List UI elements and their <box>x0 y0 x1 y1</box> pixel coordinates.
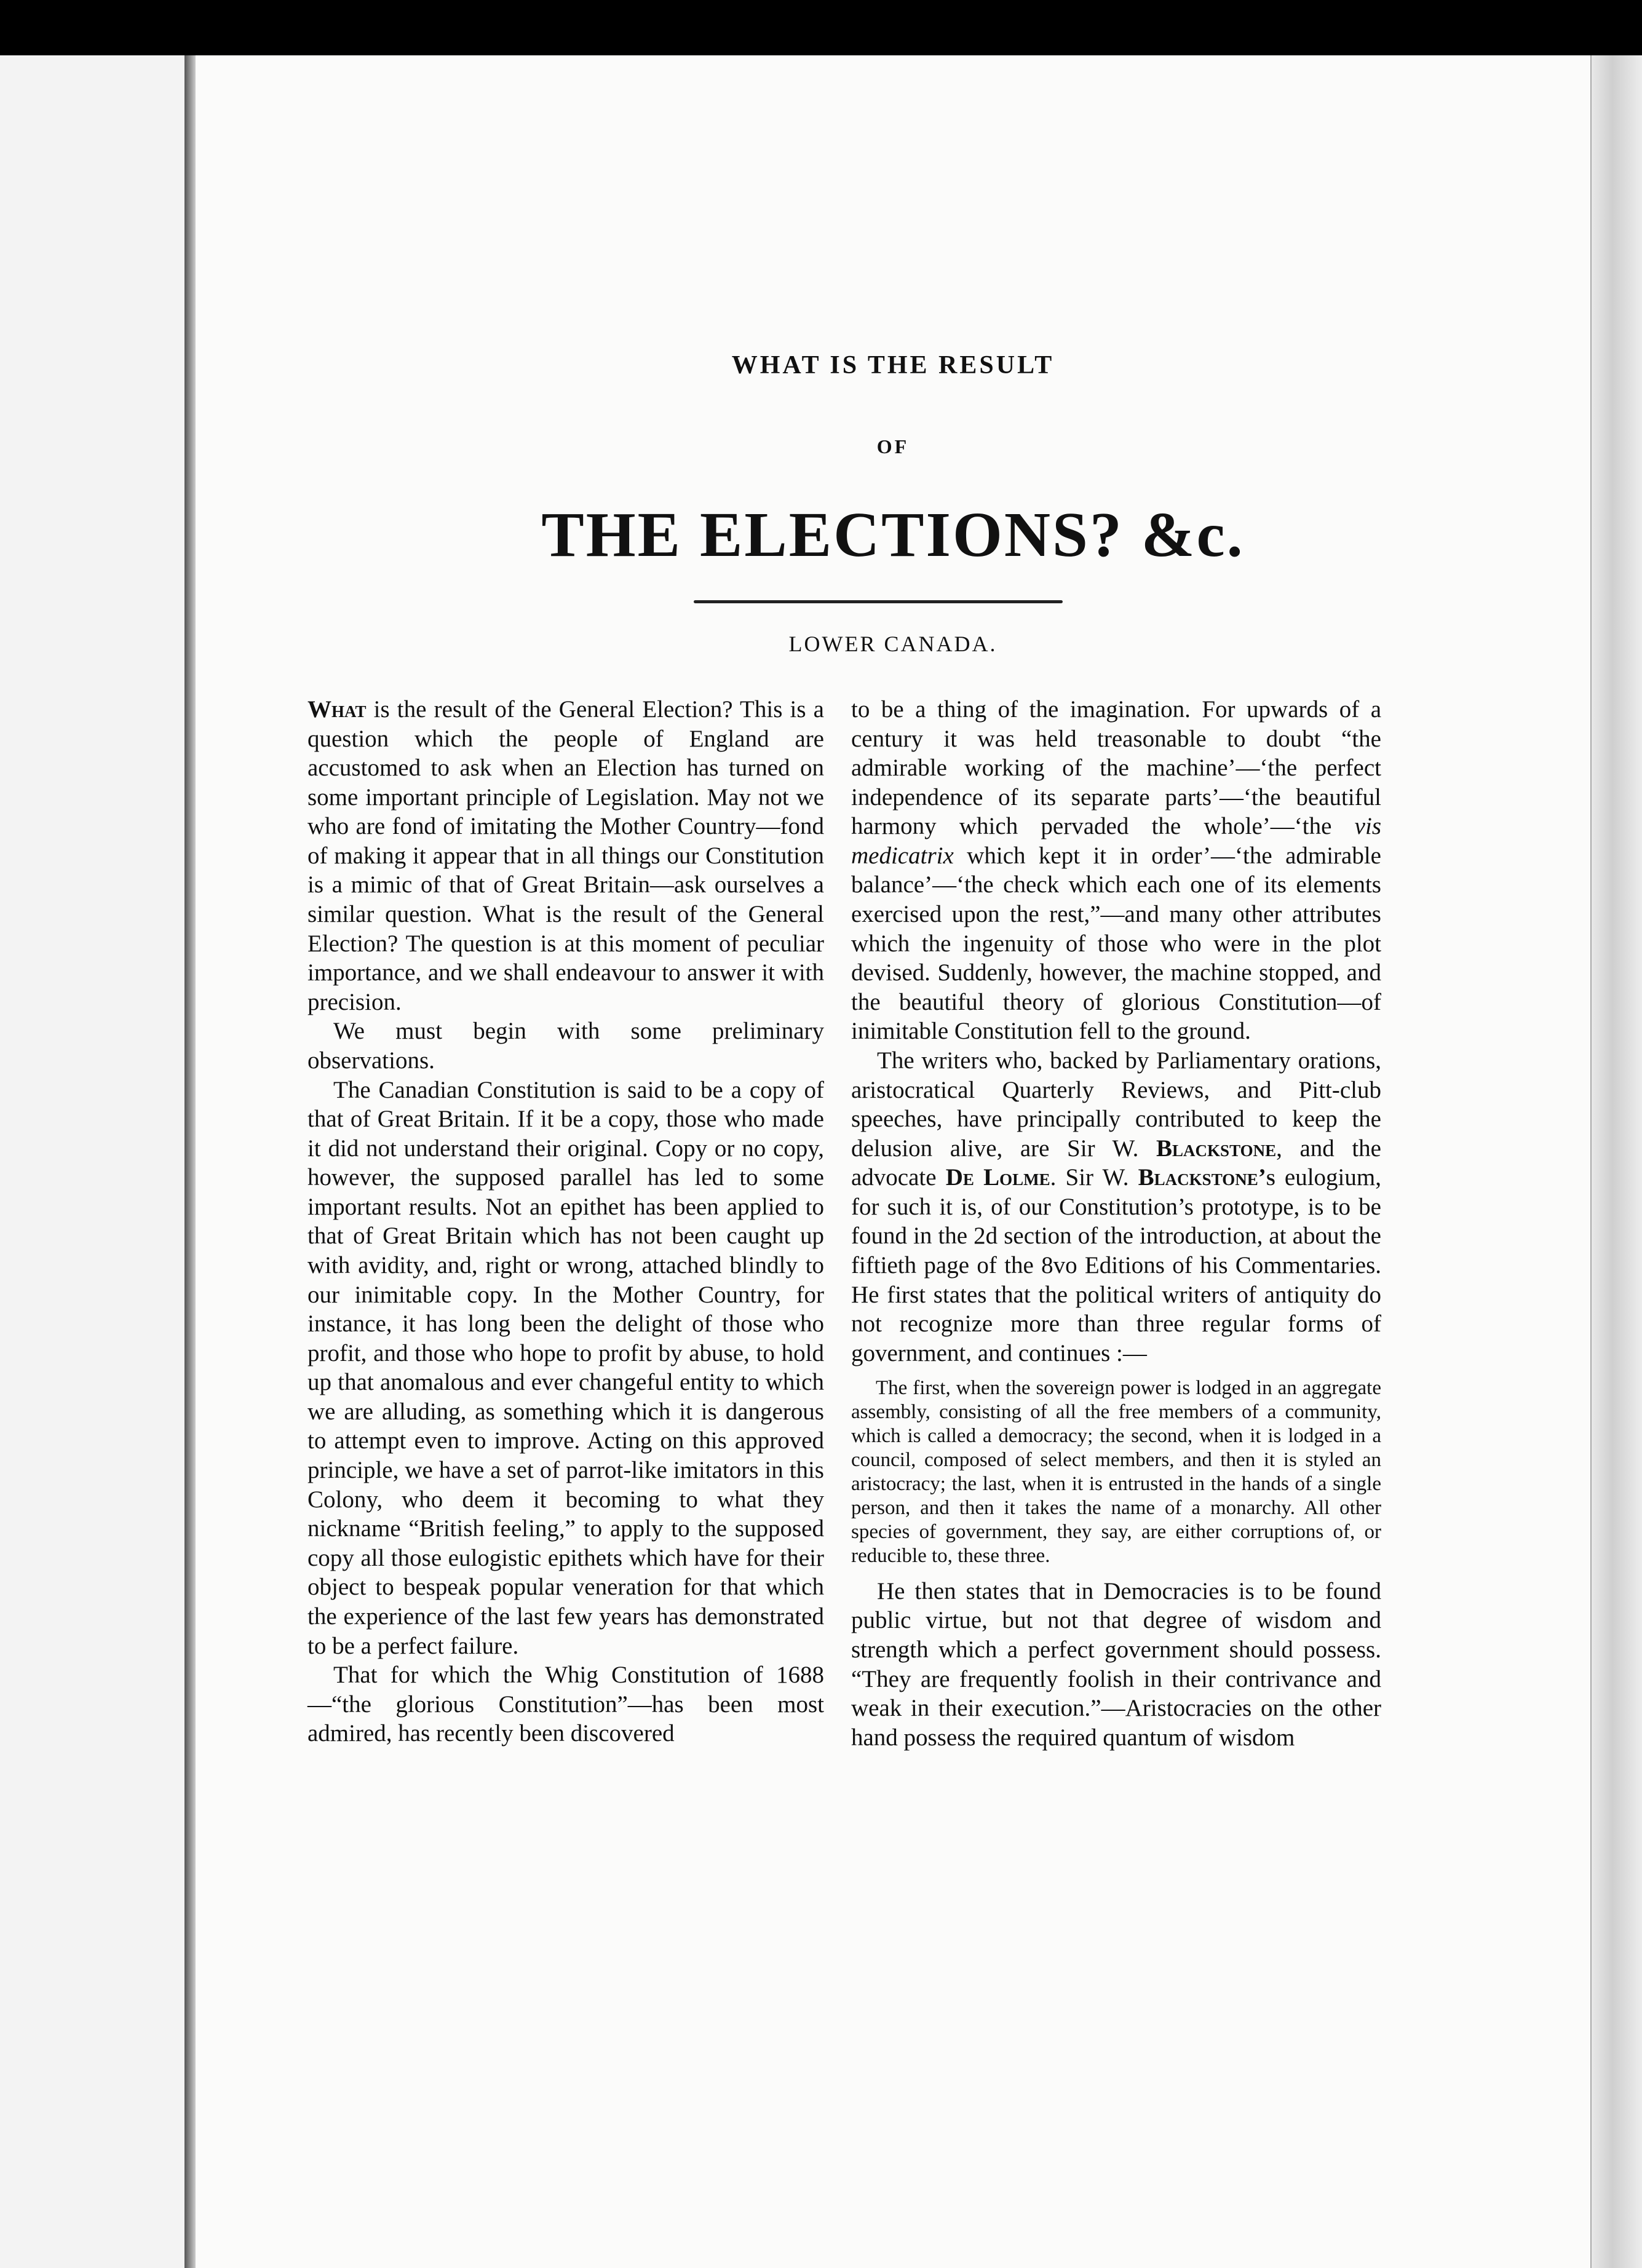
paragraph: The Canadian Constitution is said to be a copy of that of Great Britain. If it be a copy, those who made it did not understand their original. Copy or no copy, however, the supposed parallel has led to some important results. Not an epithet has been applied to that of Great Britain which has not been caught up with avidity, and, right or wrong, attached blindly to our inimitable copy. In the Mother Country, for instance, it has long been the delight of those who profit, and those who hope to profit by abuse, to hold up that anomalous and ever changeful entity to which we are alluding, as something which it is dangerous to attempt even to improve. Acting on this approved principle, we have a set of parrot-like imitators in this Colony, who deem it becoming to what they nickname “British feeling,” to apply to the supposed copy all those eulogistic epithets which have for their object to bespeak popular veneration for that which the experience of the last few years has demonstrated to be a perfect failure. <box>307 1076 824 1659</box>
paragraph <box>307 695 824 1017</box>
paragraph-text: , and the advocate <box>851 1135 1381 1191</box>
book-gutter <box>184 55 196 2268</box>
paragraph <box>851 695 1381 1046</box>
right-column <box>851 695 1381 1752</box>
paragraph-text: The writers who, backed by Parliamentary orations, aristocratical Quarterly Reviews, and Pitt-club speeches, have principally contributed to keep the delusion alive, are Sir W. <box>851 1047 1381 1162</box>
facing-page-edge <box>0 55 187 2268</box>
title-line-1: WHAT IS THE RESULT <box>731 351 1055 379</box>
paragraph-text: which kept it in order’—‘the admirable balance’—‘the check which each one of its elements exercised upon the rest,”—and many other attributes which the ingenuity of those who were in the plot devised. Suddenly, however, the machine stopped, and the beautiful theory of glorious Constitution—of inimitable Constitution fell to the ground. <box>851 842 1381 1045</box>
paragraph <box>851 1046 1381 1368</box>
paragraph: He then states that in Democracies is to be found public virtue, but not that degree of wisdom and strength which a perfect government should possess. “They are frequently foolish in their contrivance and weak in their execution.”—Aristocracies on the other hand possess the required quantum of wisdom <box>851 1577 1381 1751</box>
section-subhead: LOWER CANADA. <box>788 632 997 656</box>
paragraph-text: to be a thing of the imagination. For upwards of a century it was held treasonable to doubt “the admirable working of the machine’—‘the perfect independence of its separate parts’—‘the beautiful harmony which pervaded the whole’—‘the <box>851 696 1381 840</box>
main-title: THE ELECTIONS? &c. <box>541 499 1245 570</box>
paragraph: That for which the Whig Constitution of 1688—“the glorious Constitution”—has been most admired, has recently been discovered <box>307 1662 824 1747</box>
author-name: De Lolme <box>945 1164 1050 1191</box>
title-rule <box>694 600 1063 603</box>
paragraph-text: is the result of the General Election? This is a question which the people of England are accustomed to ask when an Election has turned on some important principle of Legislation. May not we who are fond of imitating the Mother Country—fond of making it appear that in all things our Constitution is a mimic of that of Great Britain—ask ourselves a similar question. What is the result of the General Election? The question is at this moment of peculiar importance, and we shall endeavour to answer it with precision. <box>307 696 824 1015</box>
title-line-2: OF <box>876 435 910 458</box>
author-name: Blackstone’s <box>1138 1164 1275 1191</box>
block-quote: The first, when the sovereign power is lodged in an aggregate assembly, consisting of all the free members of a community, which is called a democracy; the second, when it is lodged in a council, composed of select members, and then it is styled an aristocracy; the last, when it is entrusted in the hands of a single person, and then it takes the name of a monarchy. All other species of government, they say, are either corruptions of, or reducible to, these three. <box>851 1377 1381 1567</box>
page-stack-edge <box>1590 55 1642 2268</box>
paragraph-text: eulogium, for such it is, of our Constitution’s prototype, is to be found in the 2d section of the introduction, at about the fiftieth page of the 8vo Editions of his Commentaries. He first states that the political writers of antiquity do not recognize more than three regular forms of government, and continues :— <box>851 1164 1381 1366</box>
document-page <box>196 55 1590 2268</box>
lead-word: What <box>307 696 367 723</box>
paragraph-text: . Sir W. <box>1050 1164 1138 1191</box>
paragraph: We must begin with some preliminary observations. <box>307 1018 824 1074</box>
italic-phrase: vis medicatrix <box>851 813 1381 869</box>
author-name: Blackstone <box>1156 1135 1277 1162</box>
left-column <box>307 695 824 1748</box>
